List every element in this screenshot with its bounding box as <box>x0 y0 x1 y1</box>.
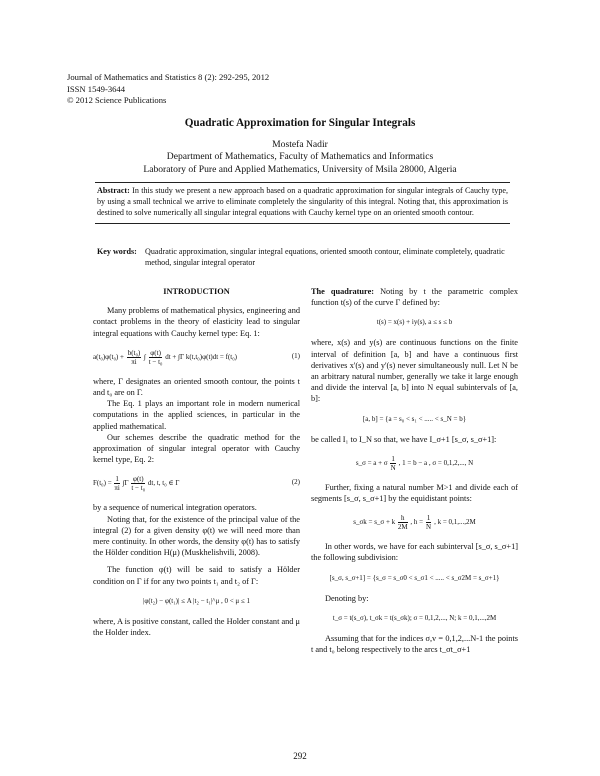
eq7-mid: , h = <box>410 518 424 527</box>
equation-2 <box>93 475 300 492</box>
eq6-lhs: s_σ = a + σ <box>355 458 388 467</box>
equation-partition: [a, b] = {a = s₀ < s₁ < ..... < s_N = b} <box>362 414 467 423</box>
equation-subdivision: [s_σ, s_σ+1] = {s_σ = s_σ0 < s_σ1 < ..... < s_σ2M = s_σ+1} <box>329 573 500 582</box>
affiliation-laboratory: Laboratory of Pure and Applied Mathematics, University of Msila 28000, Algeria <box>143 163 457 175</box>
eq2-rhs: dt, t, t₀ ∈ Γ <box>147 479 180 488</box>
journal-header <box>67 72 269 107</box>
eq6-frac-num: 1 <box>391 454 395 463</box>
equation-1 <box>93 349 300 366</box>
intro-paragraph-3: The Eq. 1 plays an important role in modern numerical computations in the applied sciences, in particular in the applied mathematical. <box>93 399 300 431</box>
eq7-frac1-num: h <box>398 514 408 523</box>
intro-paragraph-7: The function φ(t) will be said to satisfy a Hölder condition on Γ if for any two points t₁ and t₂ of Γ: <box>93 565 300 586</box>
intro-paragraph-1: Many problems of mathematical physics, engineering and contact problems in the theory of elasticity lead to singular integral equations with Cauchy kernel type: Eq. 1: <box>93 306 300 338</box>
intro-paragraph-4: Our schemes describe the quadratic method for the approximation of singular integral operator with Cauchy kernel type, Eq. 2: <box>93 432 300 465</box>
issn: ISSN 1549-3644 <box>67 83 126 94</box>
quadrature-label: The quadrature: <box>311 287 375 296</box>
quadrature-paragraph-2: where, x(s) and y(s) are continuous functions on the finite interval of definition [a, b] and have a continuous first derivatives x'(s) and y'(s) never simultaneously null. Let N be an arbitrary natural number, generally we take it large enough and divide the interval [a, b] into N equal subintervals of [a, b]: <box>311 338 518 404</box>
eq6-frac-den: N <box>390 463 396 472</box>
eq1-rhs: dt + ∫Γ k(t,t₀)φ(t)dt = f(t₀) <box>165 352 237 361</box>
eq7-frac2-num: 1 <box>426 514 431 523</box>
eq1-fraction-b <box>127 349 142 366</box>
keywords-label: Key words: <box>97 247 137 256</box>
quadrature-paragraph-5: In other words, we have for each subinterval [s_σ, s_σ+1] the following subdivision: <box>311 542 518 563</box>
equation-holder: |φ(t₂) − φ(t₁)| ≤ A |t₂ − t₁|^μ , 0 < μ ≤ 1 <box>142 596 251 605</box>
copyright: © 2012 Science Publications <box>67 95 167 106</box>
eq1-integral: ∫ <box>144 352 146 361</box>
section-heading-introduction: INTRODUCTION <box>163 287 230 296</box>
right-column <box>311 286 518 655</box>
eq2-integral: ∫Γ <box>122 479 129 488</box>
eq1-number: (1) <box>291 351 300 360</box>
eq1-frac1-den: πi <box>131 357 137 366</box>
eq1-lhs: a(t₀)φ(t₀) + <box>93 352 124 361</box>
equation-denoting: t_σ = t(s_σ), t_σk = t(s_σk); σ = 0,1,2,..., N; k = 0,1,...,2M <box>332 613 497 622</box>
equation-equidistant <box>311 514 518 531</box>
eq7-frac2-den: N <box>426 523 432 532</box>
eq2-frac1-den: πi <box>114 484 120 493</box>
quadrature-paragraph-4: Further, fixing a natural number M>1 and divide each of segments [s_σ, s_σ+1] by the equidistant points: <box>311 482 518 504</box>
quadrature-text-1: Noting by t the parametric complex function t(s) of the curve Γ defined by: <box>311 287 518 308</box>
eq7-fraction-h <box>398 514 408 531</box>
eq1-frac1-num: b(t₀) <box>127 348 141 357</box>
author-block <box>0 139 600 176</box>
intro-paragraph-6: Noting that, for the existence of the principal value of the integral (2) for a given density φ(t) we will need more than mere continuity. In other words, the density φ(t) has to satisfy the Hölder condition H(μ) (Muskhelishvili, 2008). <box>93 514 300 558</box>
eq2-lhs: F(t₀) = <box>93 479 112 488</box>
eq2-frac2-num: φ(t) <box>132 475 144 484</box>
abstract-text: In this study we present a new approach based on a quadratic approximation for singular integrals of Cauchy type, by using a small technical we arrive to eliminate completely the singularity of this integral. Noting that, this approximation is destined to solve numerically all singular integral equations with Cauchy kernel type on an oriented smooth contour. <box>97 186 508 217</box>
eq6-rhs: , 1 = b − a , σ = 0,1,2,..., N <box>398 458 474 467</box>
quadrature-paragraph-7: Assuming that for the indices σ,v = 0,1,2,...N-1 the points t and t₀ belong respectively to the arcs t_σt_σ+1 <box>311 633 518 655</box>
paper-title: Quadratic Approximation for Singular Integrals <box>184 117 416 129</box>
eq1-frac2-num: φ(t) <box>150 348 161 357</box>
eq7-lhs: s_σk = s_σ + k <box>353 518 396 527</box>
journal-citation: Journal of Mathematics and Statistics 8 (2): 292-295, 2012 <box>67 72 270 82</box>
eq7-rhs: , k = 0,1,...,2M <box>434 518 476 527</box>
eq7-frac1-den: 2M <box>397 523 408 532</box>
eq2-fraction-phi <box>131 475 145 492</box>
intro-paragraph-5: by a sequence of numerical integration operators. <box>93 503 257 513</box>
abstract-box <box>95 182 510 224</box>
intro-paragraph-2: where, Γ designates an oriented smooth contour, the points t and t₀ are on Γ. <box>93 376 300 398</box>
equation-nodes <box>311 455 518 472</box>
quadrature-paragraph-3: be called I₁ to I_N so that, we have I_σ+1 [s_σ, s_σ+1]: <box>311 434 497 444</box>
eq2-fraction-1 <box>114 475 120 492</box>
eq2-frac1-num: 1 <box>115 475 119 484</box>
left-column <box>93 286 300 638</box>
quadrature-paragraph-1 <box>311 286 518 308</box>
eq1-frac2-den: t − t₀ <box>148 357 163 366</box>
eq2-frac2-den: t − t₀ <box>131 484 146 493</box>
intro-paragraph-8: where, A is positive constant, called the Holder constant and μ the Holder index. <box>93 616 300 638</box>
quadrature-paragraph-6: Denoting by: <box>325 593 369 603</box>
eq7-fraction-n <box>426 514 432 531</box>
equation-parametric: t(s) = x(s) + iy(s), a ≤ s ≤ b <box>376 318 453 327</box>
page-number: 292 <box>293 751 307 761</box>
keywords <box>97 247 508 269</box>
affiliation-department: Department of Mathematics, Faculty of Mathematics and Informatics <box>166 151 434 163</box>
keywords-text: Quadratic approximation, singular integral equations, oriented smooth contour, eliminate completely, quadratic method, singular integral operator <box>145 247 505 267</box>
author-name: Mostefa Nadir <box>272 139 328 150</box>
eq6-fraction <box>390 455 396 472</box>
eq2-number: (2) <box>291 478 300 487</box>
abstract-label: Abstract: <box>97 186 130 195</box>
eq1-fraction-phi <box>149 349 163 366</box>
